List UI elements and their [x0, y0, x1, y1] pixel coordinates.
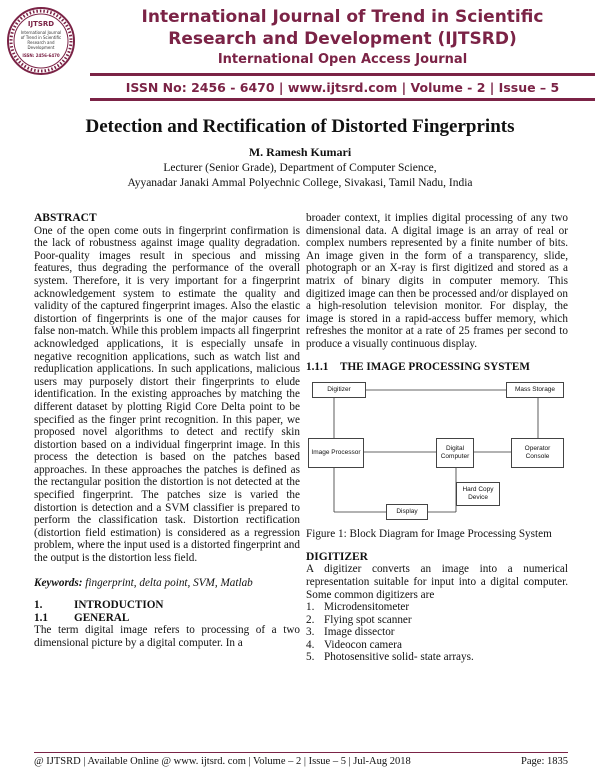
digitizer-text: A digitizer converts an image into a numerical representation suitable for input into a digital computer. Some common digitizers are	[306, 563, 568, 601]
page-footer	[34, 752, 568, 767]
abstract-text: One of the open come outs in fingerprint confirmation is the lack of robustness against image quality degradation. Poor-quality images result in specious and missing features, thus degrading the performance of the overall system. Therefore, it is very important for a fingerprint acknowledgement system to estimate the quality and validity of the captured fingerprint images. Also the elastic distortion of fingerprints is one of the major causes for false non-match. While this problem impacts all fingerprint acknowledged applications, it is especially unsafe in negative recognition applications, such as watch list and reduplication applications. In such applications, malicious users may purposely distort their fingerprints to elude identification. In the existing approaches by matching the different dataset by plotting Rigid Core Delta point to be specified as the finger print recognition. In this paper, we proposed novel algorithms to detect and rectify skin distortion based on a individual fingerprint image. In this process the detection is based on the patches based approaches. In these approaches the patches is defined as the rectangular position the distortion is not detected at the specified fingerprint. The patches size is varied the distortion is detection and a SVM classifier is prepared to perform the classification task. Distortion rectification (distortion field estimation) is considered as a regression problem, where the input used is a distorted fingerprint and the output is the distortion less field.	[34, 224, 300, 565]
svg-text:ISSN: 2456-6470: ISSN: 2456-6470	[22, 53, 60, 58]
image-processor-box: Image Processor	[308, 438, 364, 468]
keywords	[34, 577, 300, 590]
footer-citation: @ IJTSRD | Available Online @ www. ijtsrd. com | Volume – 2 | Issue – 5 | Jul-Aug 2018	[34, 756, 411, 767]
abstract-heading: ABSTRACT	[34, 212, 97, 224]
affiliation-line-1: Lecturer (Senior Grade), Department of Computer Science,	[163, 162, 437, 174]
hard-copy-device-box: Hard Copy Device	[456, 482, 500, 506]
keywords-text: fingerprint, delta point, SVM, Matlab	[82, 576, 253, 589]
intro-continued-text: broader context, it implies digital processing of any two dimensional data. A digital image is an array of real or complex numbers represented by a finite number of bits. An image given in the form of a transparency, slide, photograph or an X-ray is first digitized and stored as a matrix of binary digits in computer memory. This digitized image can then be processed and/or displayed on a high-resolution television monitor. For display, the image is stored in a rapid-access buffer memory, which refreshes the monitor at a rate of 25 frames per second to produce a visually continuous display.	[306, 212, 568, 350]
svg-text:Development: Development	[27, 45, 55, 50]
journal-title	[90, 6, 595, 50]
section-number: 1.	[34, 599, 43, 612]
subsection-general-heading	[34, 612, 300, 625]
mass-storage-box: Mass Storage	[506, 382, 564, 398]
journal-header	[0, 0, 600, 104]
display-box: Display	[386, 504, 428, 520]
svg-text:IJTSRD: IJTSRD	[27, 20, 55, 28]
svg-text:Research and: Research and	[27, 40, 55, 45]
svg-text:International Journal: International Journal	[20, 30, 62, 35]
list-item: 1. Microdensitometer	[306, 601, 410, 614]
section-title: INTRODUCTION	[74, 599, 164, 612]
left-column	[34, 212, 300, 650]
subsection-title: GENERAL	[74, 611, 130, 624]
list-item: 4. Videocon camera	[306, 638, 402, 651]
subsection-number: 1.1	[34, 611, 48, 624]
digitizer-box: Digitizer	[312, 382, 366, 398]
paper-title: Detection and Rectification of Distorted Fingerprints	[85, 116, 515, 137]
figure-caption: Figure 1: Block Diagram for Image Processing System	[306, 528, 552, 541]
digitizer-heading: DIGITIZER	[306, 550, 368, 563]
subsection-number: 1.1.1	[306, 360, 329, 373]
block-diagram	[306, 378, 568, 528]
affiliation-line-2: Ayyanadar Janaki Ammal Polyechnic College, Sivakasi, Tamil Nadu, India	[127, 177, 473, 189]
keywords-label: Keywords:	[34, 576, 83, 589]
journal-title-line2: Research and Development (IJTSRD)	[168, 29, 517, 49]
journal-title-line1: International Journal of Trend in Scientific	[141, 7, 544, 27]
introduction-text: The term digital image refers to processing of a two dimensional picture by a digital computer. In a	[34, 624, 300, 649]
digitizer-list	[306, 601, 568, 664]
journal-logo-seal-icon	[6, 6, 76, 76]
list-item: 2. Flying spot scanner	[306, 613, 412, 626]
page-number: Page: 1835	[521, 756, 568, 767]
operator-console-box: Operator Console	[511, 438, 564, 468]
list-item: 3. Image dissector	[306, 626, 395, 639]
digital-computer-box: Digital Computer	[436, 438, 474, 468]
subsection-title: THE IMAGE PROCESSING SYSTEM	[340, 360, 530, 373]
author-name: M. Ramesh Kumari	[248, 145, 352, 159]
svg-text:of Trend in Scientific: of Trend in Scientific	[20, 35, 62, 40]
image-processing-system-heading	[306, 361, 568, 374]
issn-bar: ISSN No: 2456 - 6470 | www.ijtsrd.com | Volume - 2 | Issue – 5	[90, 73, 595, 101]
section-introduction-heading	[34, 599, 300, 612]
list-item: 5. Photosensitive solid- state arrays.	[306, 651, 474, 664]
right-column	[306, 212, 568, 664]
open-access-label: International Open Access Journal	[217, 52, 468, 67]
